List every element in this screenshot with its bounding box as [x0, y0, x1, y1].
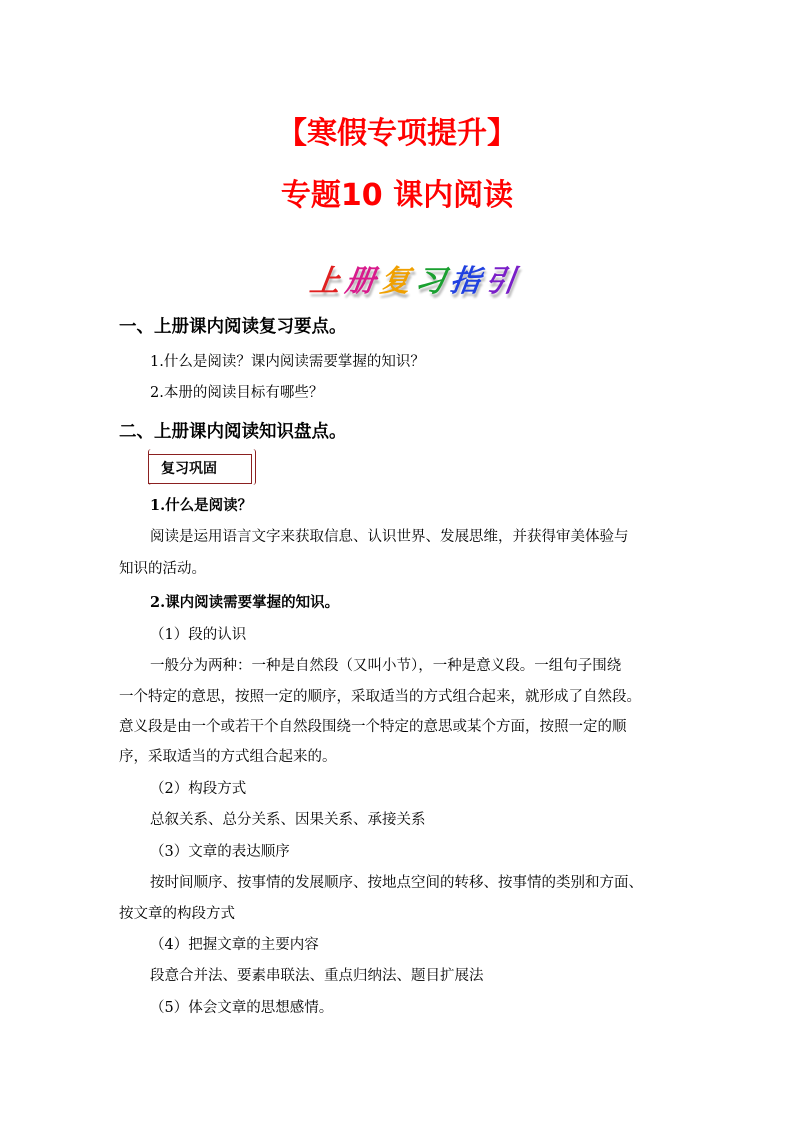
subsection1-text: 一个特定的意思，按照一定的顺序，采取适当的方式组合起来，就形成了自然段。 — [119, 689, 641, 705]
subsection1-text: 序，采取适当的方式组合起来的。 — [119, 749, 337, 765]
subsection1-text: 一般分为两种：一种是自然段（又叫小节），一种是意义段。一组句子围绕 — [150, 658, 622, 674]
document-subtitle: 专题10 课内阅读 — [280, 178, 514, 213]
question2-title: 2.课内阅读需要掌握的知识。 — [150, 594, 340, 611]
subsection1-text: 意义段是由一个或若干个自然段围绕一个特定的意思或某个方面，按照一定的顺 — [119, 719, 627, 735]
subsection3-title: （3）文章的表达顺序 — [150, 844, 290, 860]
subsection2-text: 总叙关系、总分关系、因果关系、承接关系 — [150, 812, 426, 828]
subsection4-title: （4）把握文章的主要内容 — [150, 937, 319, 953]
question1-title: 1.什么是阅读？ — [150, 497, 253, 514]
wordart-char: 复 — [377, 264, 413, 299]
section1-item: 1.什么是阅读？课内阅读需要掌握的知识？ — [150, 354, 425, 370]
subsection3-text: 按时间顺序、按事情的发展顺序、按地点空间的转移、按事情的类别和方面、 — [150, 875, 643, 891]
subsection1-title: （1）段的认识 — [150, 627, 247, 643]
review-guide-wordart — [300, 264, 520, 306]
subsection5-title: （5）体会文章的思想感情。 — [150, 1000, 334, 1016]
subsection3-text: 按文章的构段方式 — [119, 906, 235, 922]
review-scroll-box — [148, 454, 252, 484]
question1-text: 知识的活动。 — [119, 561, 206, 577]
document-title: 【寒假专项提升】 — [277, 116, 517, 151]
section1-item: 2.本册的阅读目标有哪些？ — [150, 385, 324, 401]
wordart-char: 上 — [307, 264, 343, 299]
section1-heading: 一、上册课内阅读复习要点。 — [119, 317, 347, 337]
review-scroll-label: 复习巩固 — [161, 461, 217, 477]
subsection2-title: （2）构段方式 — [150, 781, 247, 797]
wordart-char: 习 — [412, 264, 448, 299]
question1-text: 阅读是运用语言文字来获取信息、认识世界、发展思维，并获得审美体验与 — [150, 529, 629, 545]
subsection4-text: 段意合并法、要素串联法、重点归纳法、题目扩展法 — [150, 968, 484, 984]
wordart-char: 引 — [482, 264, 518, 299]
wordart-char: 指 — [447, 264, 483, 299]
section2-heading: 二、上册课内阅读知识盘点。 — [119, 422, 347, 442]
wordart-char: 册 — [342, 264, 378, 299]
